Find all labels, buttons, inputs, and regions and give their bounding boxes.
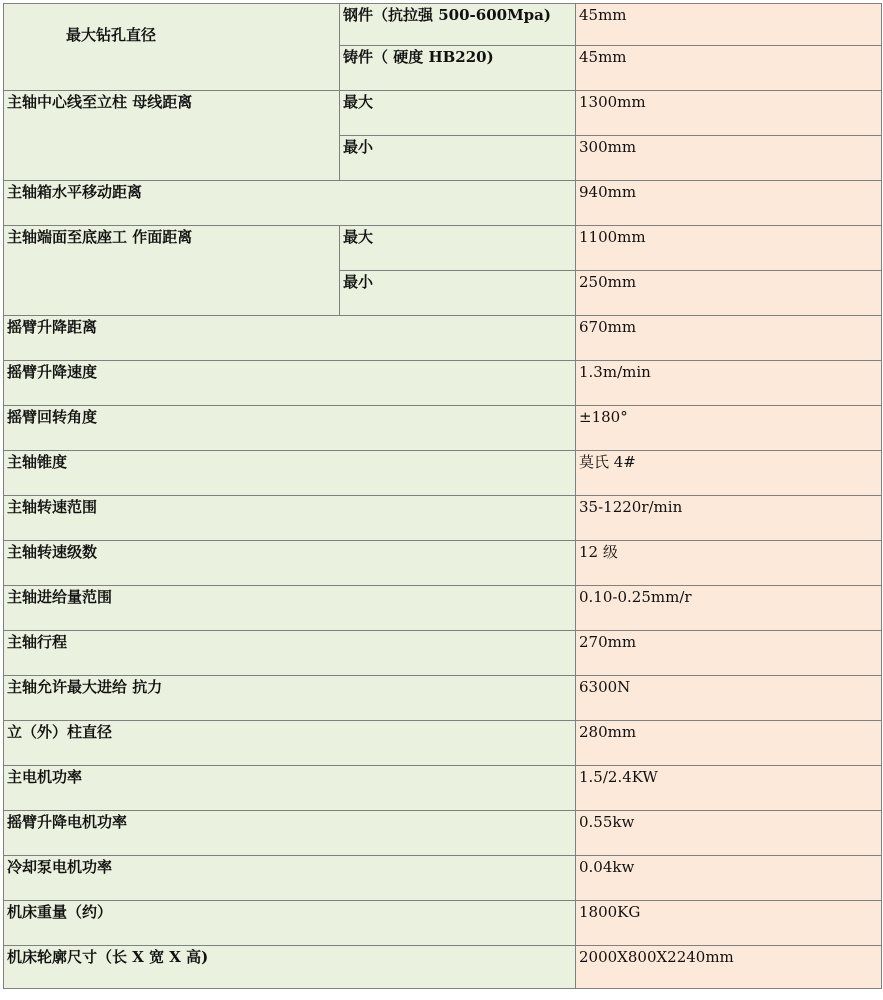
spec-sub-label: 铸件（ 硬度 HB220): [340, 46, 576, 91]
spec-label: 立（外）柱直径: [4, 721, 576, 766]
spec-value: 莫氏 4#: [576, 451, 882, 496]
spec-value: 35-1220r/min: [576, 496, 882, 541]
spec-label: 摇臂升降距离: [4, 316, 576, 361]
spec-value: 250mm: [576, 271, 882, 316]
table-row: [4, 811, 882, 856]
spec-label: 主轴端面至底座工 作面距离: [4, 226, 340, 316]
spec-label: 主轴进给量范围: [4, 586, 576, 631]
table-row: [4, 541, 882, 586]
spec-value: ±180°: [576, 406, 882, 451]
spec-value: 1.5/2.4KW: [576, 766, 882, 811]
spec-value: 1300mm: [576, 91, 882, 136]
spec-label: 主轴中心线至立柱 母线距离: [4, 91, 340, 181]
table-row: [4, 856, 882, 901]
spec-value: 270mm: [576, 631, 882, 676]
table-row: [4, 631, 882, 676]
spec-value: 280mm: [576, 721, 882, 766]
table-row: [4, 766, 882, 811]
table-row: [4, 496, 882, 541]
spec-label: 主轴行程: [4, 631, 576, 676]
spec-value: 670mm: [576, 316, 882, 361]
table-row: [4, 226, 882, 271]
table-row: [4, 316, 882, 361]
spec-sub-label: 最小: [340, 271, 576, 316]
spec-label: 摇臂升降电机功率: [4, 811, 576, 856]
spec-sub-label: 最大: [340, 91, 576, 136]
spec-label: 主轴箱水平移动距离: [4, 181, 576, 226]
spec-value: 6300N: [576, 676, 882, 721]
spec-label: 摇臂升降速度: [4, 361, 576, 406]
spec-value: 1.3m/min: [576, 361, 882, 406]
spec-label: 冷却泵电机功率: [4, 856, 576, 901]
spec-sub-label: 最大: [340, 226, 576, 271]
spec-value: 0.04kw: [576, 856, 882, 901]
spec-label: 主轴转速范围: [4, 496, 576, 541]
spec-label: 主轴锥度: [4, 451, 576, 496]
table-row: [4, 676, 882, 721]
spec-label: 摇臂回转角度: [4, 406, 576, 451]
spec-value: 300mm: [576, 136, 882, 181]
table-row: [4, 721, 882, 766]
table-row: [4, 361, 882, 406]
spec-label: 主轴允许最大进给 抗力: [4, 676, 576, 721]
table-row: [4, 586, 882, 631]
table-row: [4, 406, 882, 451]
spec-sub-label: 钢件（抗拉强 500-600Mpa): [340, 4, 576, 46]
spec-value: 45mm: [576, 4, 882, 46]
spec-label: 主轴转速级数: [4, 541, 576, 586]
table-row: [4, 4, 882, 46]
spec-value: 45mm: [576, 46, 882, 91]
spec-value: 12 级: [576, 541, 882, 586]
table-row: [4, 91, 882, 136]
spec-value: 0.10-0.25mm/r: [576, 586, 882, 631]
spec-table: [3, 3, 882, 989]
spec-value: 940mm: [576, 181, 882, 226]
spec-label: 主电机功率: [4, 766, 576, 811]
spec-value: 1100mm: [576, 226, 882, 271]
table-row: [4, 451, 882, 496]
table-row: [4, 946, 882, 989]
table-row: [4, 901, 882, 946]
spec-value: 0.55kw: [576, 811, 882, 856]
spec-label: 机床重量（约）: [4, 901, 576, 946]
spec-sub-label: 最小: [340, 136, 576, 181]
spec-label: 最大钻孔直径: [4, 4, 340, 91]
spec-value: 1800KG: [576, 901, 882, 946]
table-row: [4, 181, 882, 226]
spec-label: 机床轮廓尺寸（长 X 宽 X 高): [4, 946, 576, 989]
spec-value: 2000X800X2240mm: [576, 946, 882, 989]
